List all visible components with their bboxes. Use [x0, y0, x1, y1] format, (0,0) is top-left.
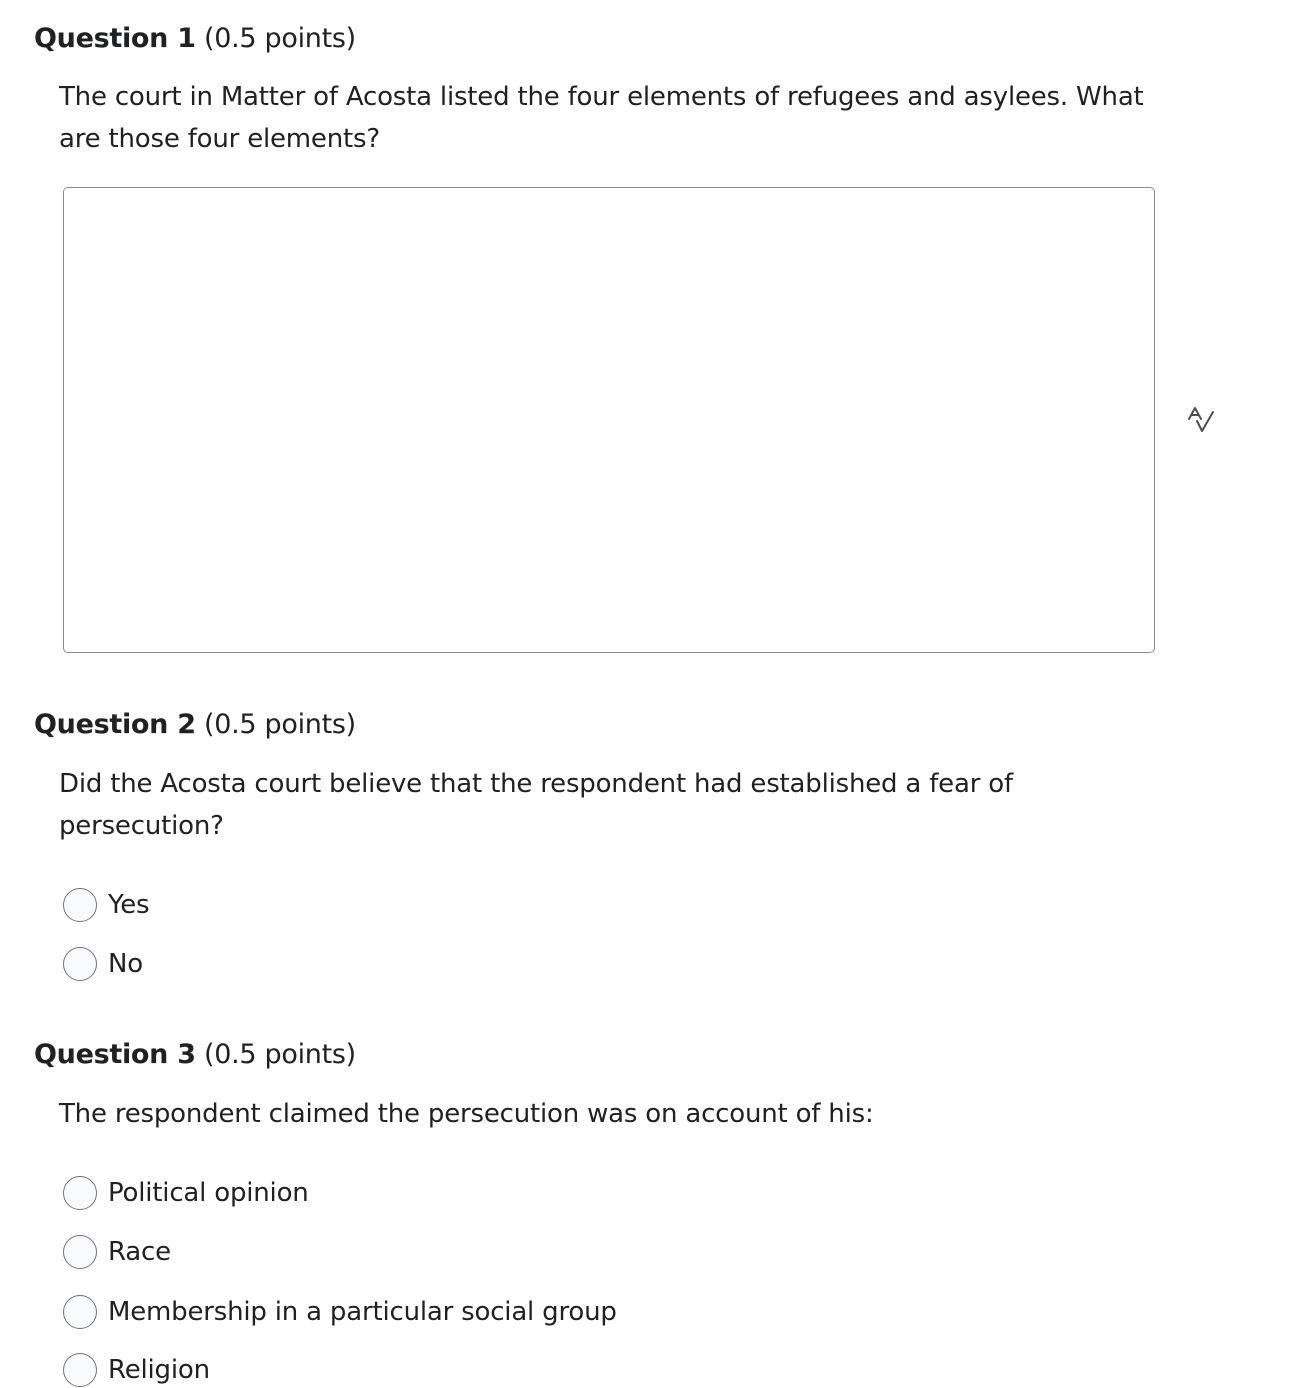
- spellcheck-icon[interactable]: [1184, 405, 1216, 437]
- question-2-option-no[interactable]: [63, 946, 143, 982]
- question-3-option-political-opinion[interactable]: [63, 1175, 309, 1211]
- question-3-option-race[interactable]: [63, 1234, 171, 1270]
- question-3-option-social-group[interactable]: [63, 1294, 617, 1330]
- question-3-title: [34, 1038, 356, 1072]
- option-label: Political opinion: [108, 1178, 309, 1208]
- option-label: Yes: [108, 890, 150, 920]
- question-1-title: [34, 22, 356, 56]
- question-3-label: Question 3: [34, 1039, 196, 1070]
- question-2-label: Question 2: [34, 709, 196, 740]
- question-2-option-yes[interactable]: [63, 887, 149, 923]
- radio-button[interactable]: [63, 1295, 97, 1329]
- radio-button[interactable]: [63, 1235, 97, 1269]
- question-1-points: (0.5 points): [203, 23, 356, 54]
- radio-button[interactable]: [63, 1176, 97, 1210]
- radio-button[interactable]: [63, 1353, 97, 1387]
- radio-button[interactable]: [63, 947, 97, 981]
- question-1-text: The court in Matter of Acosta listed the four elements of refugees and asylees. What are those four elements?: [59, 82, 1144, 154]
- radio-button[interactable]: [63, 888, 97, 922]
- question-1-label: Question 1: [34, 23, 196, 54]
- option-label: Race: [108, 1237, 171, 1267]
- question-2-points: (0.5 points): [203, 709, 356, 740]
- option-label: Membership in a particular social group: [108, 1297, 617, 1327]
- question-2-text: Did the Acosta court believe that the respondent had established a fear of persecution?: [59, 769, 1013, 841]
- option-label: Religion: [108, 1355, 210, 1385]
- question-3-text: The respondent claimed the persecution was on account of his:: [59, 1099, 874, 1129]
- question-2-title: [34, 708, 356, 742]
- option-label: No: [108, 949, 143, 979]
- question-3-option-religion[interactable]: [63, 1352, 210, 1388]
- question-3-points: (0.5 points): [203, 1039, 356, 1070]
- question-1-answer-textarea[interactable]: [63, 187, 1155, 653]
